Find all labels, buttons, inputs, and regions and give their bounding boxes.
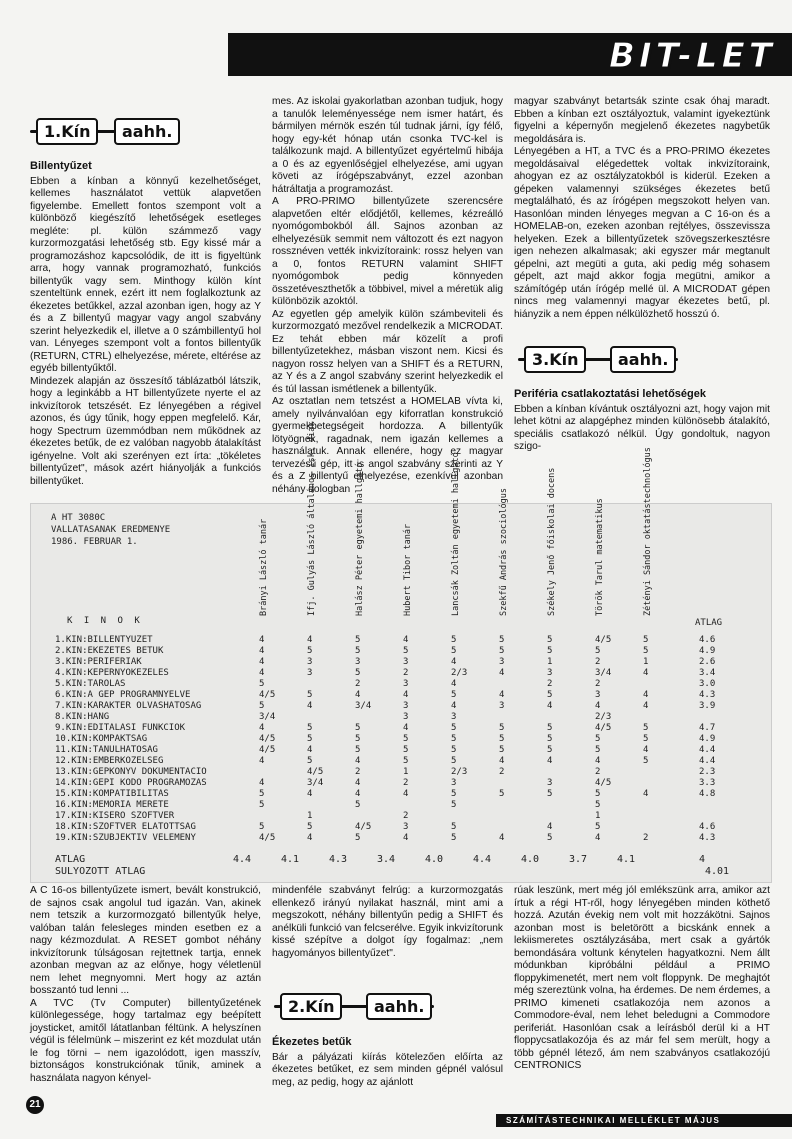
- row-label: 4.KIN:KEPERNYOKEZELES: [55, 668, 169, 678]
- score-cell: 5: [499, 646, 505, 656]
- score-cell: 4: [643, 668, 649, 678]
- score-cell: 4: [307, 701, 313, 711]
- score-cell: 3/4: [355, 701, 372, 711]
- score-cell: 4: [403, 833, 409, 843]
- score-cell: 5: [259, 701, 265, 711]
- score-cell: 4: [403, 789, 409, 799]
- column-3-section: [514, 388, 770, 454]
- score-cell: 5: [547, 690, 553, 700]
- judge-header: Török Tarul matematikus: [595, 498, 605, 616]
- score-cell: 4: [451, 701, 457, 711]
- score-cell: 5: [643, 723, 649, 733]
- score-cell: 5: [403, 745, 409, 755]
- score-cell: 4/5: [259, 833, 276, 843]
- average-cell: 4.3: [699, 833, 716, 843]
- score-cell: 5: [451, 745, 457, 755]
- score-cell: 3: [451, 778, 457, 788]
- score-cell: 4: [451, 657, 457, 667]
- score-cell: 3: [307, 668, 313, 678]
- atlag-value: 4.1: [617, 854, 636, 865]
- score-cell: 5: [499, 635, 505, 645]
- score-cell: 5: [451, 756, 457, 766]
- sulyozott-label: SULYOZOTT ATLAG: [55, 866, 146, 877]
- score-cell: 2/3: [451, 668, 468, 678]
- judge-header: Székely Jenő főiskolai docens: [547, 467, 557, 616]
- score-cell: 5: [595, 745, 601, 755]
- score-cell: 3: [403, 657, 409, 667]
- title-line: 1986. FEBRUAR 1.: [51, 537, 138, 547]
- score-cell: 3: [547, 668, 553, 678]
- judge-header: Lancsák Zoltán egyetemi hallgató: [451, 452, 461, 616]
- score-cell: 4: [259, 778, 265, 788]
- bottom-column-2: [272, 885, 503, 960]
- score-cell: 5: [259, 800, 265, 810]
- score-cell: 4: [643, 745, 649, 755]
- score-cell: 4: [547, 701, 553, 711]
- kin-3-number: 3.Kín: [524, 346, 586, 373]
- score-cell: 4/5: [259, 734, 276, 744]
- score-cell: 5: [403, 756, 409, 766]
- average-cell: 3.9: [699, 701, 716, 711]
- atlag-value: 4.3: [329, 854, 348, 865]
- score-cell: 4: [595, 701, 601, 711]
- row-label: 8.KIN:HANG: [55, 712, 110, 722]
- score-cell: 3: [355, 657, 361, 667]
- score-cell: 4/5: [259, 745, 276, 755]
- average-cell: 2.3: [699, 767, 716, 777]
- atlag-value: 3.4: [377, 854, 396, 865]
- body-text: magyar szabványt betartsák szinte csak óhaj maradt. Ebben a kínban ezt osztályoztuk, valamint igyekeztünk figyelni a képernyőn megjelenő ékezetes nagybetűk megoldására is. Lényegében a HT, a TVC és a PRO-PRIMO ékezetes megoldásaival elégedettek voltak inkvizítoraink, ahogyan ez az osztályzatokból is kiderül. Ezeken a gépeken valamennyi szükséges ékezetes betű megtalálható, és az írógépen megszokott helyen van. Hasonlóan minden lényeges megvan a C 16-on és a HOMELAB-on, ezeken azonban rejtélyes, összevissza helyeken. Ezek a billentyűzetek szövegszerkesztésre igen nehezen alkalmasak; aki egyszer már megtanult gépelni, azt megüti a guta, aki pedig még sohasem gépelt, azt majd akkor fogja megütni, amikor a számítógép után írógép mellé ül. A MICRODAT gépen nincs meg valamennyi magyar ékezetes betű, pl. hiányzik a nem éppen nélkülözhető hosszú ó.: [514, 96, 770, 320]
- atlag-value: 4.1: [281, 854, 300, 865]
- magazine-title: BIT-LET: [609, 36, 776, 76]
- score-cell: 4/5: [259, 690, 276, 700]
- row-label: 5.KIN:TAROLAS: [55, 679, 126, 689]
- average-cell: 4.4: [699, 756, 716, 766]
- average-cell: 3.4: [699, 668, 716, 678]
- score-cell: 4: [499, 756, 505, 766]
- judge-header: Halász Péter egyetemi hallgató: [355, 462, 365, 616]
- score-cell: 5: [451, 690, 457, 700]
- score-cell: 4: [451, 679, 457, 689]
- score-cell: 4: [307, 833, 313, 843]
- score-cell: 5: [643, 734, 649, 744]
- score-cell: 4: [307, 745, 313, 755]
- score-cell: 4: [307, 635, 313, 645]
- atlag-value: 4.4: [233, 854, 252, 865]
- average-cell: 4.9: [699, 646, 716, 656]
- score-cell: 5: [547, 635, 553, 645]
- row-label: 12.KIN:EMBERKOZELSEG: [55, 756, 164, 766]
- row-label: 14.KIN:GEPI KODO PROGRAMOZAS: [55, 778, 207, 788]
- judge-header: Ifj. Gulyás László általános isk. diák: [307, 421, 317, 616]
- body-text: Ebben a kínban kívántuk osztályozni azt, hogy vajon mit lehet kötni az alapgéphez minden különösebb átalakító, speciális csatlakozó nélkül. Úgy gondoltuk, nagyon szigo-: [514, 403, 770, 453]
- score-cell: 5: [355, 800, 361, 810]
- score-cell: 3: [499, 657, 505, 667]
- score-cell: 4: [643, 789, 649, 799]
- score-cell: 3/4: [595, 668, 612, 678]
- score-cell: 5: [355, 734, 361, 744]
- score-cell: 5: [595, 822, 601, 832]
- row-label: 15.KIN:KOMPATIBILITAS: [55, 789, 169, 799]
- kin-1-word: aahh.: [114, 118, 180, 145]
- score-cell: 5: [595, 734, 601, 744]
- score-cell: 2: [403, 668, 409, 678]
- score-cell: 5: [355, 668, 361, 678]
- score-cell: 4: [355, 789, 361, 799]
- score-cell: 2: [595, 767, 601, 777]
- score-cell: 4: [499, 833, 505, 843]
- score-cell: 5: [307, 756, 313, 766]
- score-cell: 3: [451, 712, 457, 722]
- score-cell: 5: [547, 734, 553, 744]
- average-cell: 2.6: [699, 657, 716, 667]
- score-cell: 5: [307, 734, 313, 744]
- score-cell: 4: [355, 690, 361, 700]
- score-cell: 4: [403, 690, 409, 700]
- score-cell: 5: [307, 822, 313, 832]
- score-cell: 4: [259, 646, 265, 656]
- score-cell: 5: [643, 635, 649, 645]
- kin-3-emblem: [518, 338, 668, 380]
- average-cell: 4.4: [699, 745, 716, 755]
- body-text: mes. Az iskolai gyakorlatban azonban tudjuk, hogy a tanulók leleményessége nem ismer határt, és bármilyen mérnök eszén túl tudnak járni, így félő, hogy egy-két hónap után csonka TVC-kel is találkozunk majd. A billentyűzet egyértelmű hibája a 0 és az egyenlőségjel elhelyezése, ami ugyan követi az írógépszabványt, ezzel azonban hátráltatja a programozást. A PRO-PRIMO billentyűzete szerencsére alapvetően eltér elődjétől, kellemes, kézreálló nyomógombokból áll. Sajnos azonban az elhelyezésük semmit nem változott és ezt nagyon rossznéven vették inkvizítoraink: rossz helyen van a 0, fontos RETURN valamint SHIFT nyomógombok pedig könnyeden összetéveszthetők a többivel, mivel a méretük alig különbözik azoktól. Az egyetlen gép amelyik külön számbeviteli és kurzormozgató mezővel rendelkezik a MICRODAT. Ez tehát ebben már közelít a profi billentyűzetekhez, másban viszont nem. Kicsi és nagyon rossz helyen van a SHIFT és a RETURN, az Y és a Z angol szabvány szerint helyezkedik el és túl lassan ismétlenek a billentyűk. Az osztatlan nem tetszést a HOMELAB vívta ki, amely nyilvánvalóan egy kiforratlan konstrukció gyermekbetegségeit hordozza. A billentyűk lötyögnek, ragadnak, nem igazán kellemes a használatuk. Annak ellenére, hogy ez magyar tervezésű gép, itt is angol szabvány szerinti az Y és a Z billentyű elhelyezése, ezenkívül azonban néhány dologban: [272, 96, 503, 495]
- body-text: Ebben a kínban a könnyű kezelhetőséget, kellemes használatot vettük alapvetően figyelembe. Emellett fontos szempont volt a különböző kiegészítő lehetőségek esetleges megléte: pl. külön számmező vagy kurzormozgatási lehetőség stb. Egy kissé már a programozáshoz kapcsolódik, de itt is figyeltünk arra, hogy vannak programozható, funkciós billentyűk vagy sem. Minthogy külön kínt szenteltünk ennek, ezért itt nem foglalkoztunk az ékezetes betűkkel, azzal azonban igen, hogy az Y és a Z billentyű magyar vagy angol szabvány szerint helyezkedik el, illetve a 0 számbillentyű hol van. Lényeges szempont volt a fontos billentyűk (RETURN, CTRL) elhelyezése, mérete, eltérése az egyéb billentyűktől. Mindezek alapján az összesítő táblázatból látszik, hogy a leginkább a HT billentyűzete nyerte el az inkvizítorok tetszését. Ez lényegében a régivel azonos, és úgy tűnik, hogy eppen megfelelő. Kár, hogy Spectrum üzemmódban nem működnek az ékezetes betűk, de ez valóban nagyobb átalakítást igényelne. Volt aki szerényen ezt írta: „tökéletes billentyűzet", mások azért hiányolják a funkciós billentyűket.: [30, 175, 261, 487]
- bottom-column-1: [30, 885, 261, 1085]
- score-cell: 5: [307, 690, 313, 700]
- row-label: 19.KIN:SZUBJEKTIV VELEMENY: [55, 833, 196, 843]
- atlag-value: 4.0: [521, 854, 540, 865]
- score-cell: 2/3: [595, 712, 612, 722]
- score-cell: 5: [451, 734, 457, 744]
- score-cell: 5: [403, 646, 409, 656]
- score-cell: 5: [355, 833, 361, 843]
- score-cell: 2: [355, 767, 361, 777]
- score-cell: 4: [547, 822, 553, 832]
- section-heading: Ékezetes betűk: [272, 1036, 352, 1048]
- average-cell: 4.8: [699, 789, 716, 799]
- score-cell: 5: [643, 646, 649, 656]
- score-cell: 1: [307, 811, 313, 821]
- score-cell: 4: [259, 657, 265, 667]
- score-cell: 1: [403, 767, 409, 777]
- average-cell: 4.6: [699, 635, 716, 645]
- score-cell: 2: [595, 679, 601, 689]
- kin-1-number: 1.Kín: [36, 118, 98, 145]
- score-cell: 2: [643, 833, 649, 843]
- section-heading: Billentyűzet: [30, 160, 92, 172]
- footer-banner: SZÁMÍTÁSTECHNIKAI MELLÉKLET MÁJUS: [496, 1114, 792, 1127]
- judge-header: Brányi László tanár: [259, 518, 269, 616]
- row-label: 11.KIN:TANULHATOSAG: [55, 745, 158, 755]
- score-cell: 1: [595, 811, 601, 821]
- atlag-value: 4.0: [425, 854, 444, 865]
- row-label: 1.KIN:BILLENTYUZET: [55, 635, 153, 645]
- atlag-value: 3.7: [569, 854, 588, 865]
- score-cell: 4: [259, 723, 265, 733]
- score-cell: 1: [643, 657, 649, 667]
- score-cell: 5: [259, 789, 265, 799]
- score-cell: 5: [547, 723, 553, 733]
- average-cell: 4.7: [699, 723, 716, 733]
- score-cell: 5: [355, 646, 361, 656]
- row-label: 3.KIN:PERIFERIAK: [55, 657, 142, 667]
- score-cell: 3/4: [307, 778, 324, 788]
- score-cell: 3: [547, 778, 553, 788]
- score-cell: 3: [307, 657, 313, 667]
- title-line: VALLATASANAK EREDMENYE: [51, 525, 171, 535]
- score-cell: 5: [451, 800, 457, 810]
- row-label: 7.KIN:KARAKTER OLVASHATOSAG: [55, 701, 202, 711]
- average-cell: 4.3: [699, 690, 716, 700]
- score-cell: 4: [259, 756, 265, 766]
- score-cell: 2: [595, 657, 601, 667]
- average-cell: 4.6: [699, 822, 716, 832]
- row-label: 2.KIN:EKEZETES BETUK: [55, 646, 164, 656]
- score-cell: 4/5: [595, 723, 612, 733]
- score-cell: 5: [451, 822, 457, 832]
- score-cell: 4: [403, 635, 409, 645]
- body-text: Bár a pályázati kiírás kötelezően előírta az ékezetes betűket, ez sem minden gépnél valósul meg, az pedig, hogy az ajánlott: [272, 1051, 503, 1088]
- score-cell: 5: [451, 833, 457, 843]
- score-cell: 4: [403, 723, 409, 733]
- score-cell: 5: [307, 723, 313, 733]
- kin-2-word: aahh.: [366, 993, 432, 1020]
- score-cell: 2: [355, 679, 361, 689]
- score-cell: 5: [355, 745, 361, 755]
- page-number: 21: [26, 1096, 44, 1114]
- row-label: 6.KIN:A GEP PROGRAMNYELVE: [55, 690, 191, 700]
- body-text: A C 16-os billentyűzete ismert, bevált konstrukció, de sajnos csak angolul tud igazán. Van, akinek nem tetszik a kurzormozgató billentyűk helye, valóban talán felesleges minden esetben ez a nagy kézmozdulat. A RESET gombot néhány inkvizítorunk túlságosan rejtettnek tartja, ennek azonban megvan az az előnye, hogy véletlenül nem lehet megnyomni. Mert hogy az aztán bosszantó tud lenni ... A TVC (Tv Computer) billentyűzetének különlegessége, hogy tartalmaz egy beépített joysticket, amitől látatlanban féltünk. A helyszínen végül is félelmünk – miszerint ez két mozdulat után le fog törni – nem igazolódott, igen masszív, biztonságos konstrukciónak tűnik, aminek a használata nagyon kényel-: [30, 885, 261, 1084]
- score-cell: 3/4: [259, 712, 276, 722]
- score-cell: 5: [259, 822, 265, 832]
- score-cell: 5: [547, 745, 553, 755]
- row-label: 10.KIN:KOMPAKTSAG: [55, 734, 148, 744]
- score-cell: 5: [259, 679, 265, 689]
- score-cell: 2: [499, 767, 505, 777]
- score-cell: 4/5: [307, 767, 324, 777]
- kin-1-emblem: [30, 110, 180, 152]
- score-cell: 5: [499, 723, 505, 733]
- kin-2-emblem: [274, 985, 424, 1027]
- score-cell: 3: [403, 822, 409, 832]
- judge-header: Zétényi Sándor oktatástechnológus: [643, 447, 653, 616]
- atlag-value: 4: [699, 854, 706, 865]
- score-cell: 3: [403, 679, 409, 689]
- score-cell: 5: [403, 734, 409, 744]
- score-cell: 4: [499, 668, 505, 678]
- score-cell: 5: [355, 635, 361, 645]
- score-cell: 4: [595, 833, 601, 843]
- score-cell: 4: [355, 756, 361, 766]
- score-cell: 4: [643, 701, 649, 711]
- average-cell: 3.3: [699, 778, 716, 788]
- score-cell: 4: [355, 778, 361, 788]
- score-cell: 3: [403, 701, 409, 711]
- score-cell: 4: [259, 668, 265, 678]
- judge-header: Hubert Tibor tanár: [403, 523, 413, 616]
- atlag-header: ATLAG: [695, 618, 723, 628]
- judge-header: Szekfű András szociológus: [499, 488, 509, 616]
- score-cell: 1: [547, 657, 553, 667]
- atlag-value: 4.4: [473, 854, 492, 865]
- kin-3-word: aahh.: [610, 346, 676, 373]
- score-cell: 5: [595, 789, 601, 799]
- score-cell: 5: [547, 646, 553, 656]
- average-cell: 4.9: [699, 734, 716, 744]
- score-cell: 2: [403, 778, 409, 788]
- score-cell: 4: [595, 756, 601, 766]
- title-line: A HT 3080C: [51, 513, 106, 523]
- average-cell: 3.0: [699, 679, 716, 689]
- score-cell: 4: [307, 789, 313, 799]
- row-label: 16.KIN:MEMORIA MERETE: [55, 800, 169, 810]
- score-cell: 5: [643, 756, 649, 766]
- score-cell: 4/5: [595, 778, 612, 788]
- score-cell: 5: [595, 646, 601, 656]
- kin-2-number: 2.Kín: [280, 993, 342, 1020]
- body-text: mindenféle szabványt felrúg: a kurzormozgatás ellenkező irányú nyilakat használ, mint ami a megszokott, néhány billentyűn pedig a SHIFT és anélküli funkció van felcserélve. Egyik inkvizítorunk kissé szépítve a dolgot így fogalmaz: „nem hagyományos billentyűzet".: [272, 885, 503, 959]
- bottom-column-2-section: [272, 1036, 503, 1089]
- table-row: [31, 832, 771, 844]
- bottom-column-3: [514, 885, 770, 1073]
- body-text: rúak leszünk, mert még jól emlékszünk arra, amikor azt írtuk a régi HT-ről, hogy lényegében minden köthető hozzá. Azután évekig nem volt mit hozzákötni. Sajnos azonban most is beletörött a bicskánk ennek a lekiismeretes osztályzásába, mert csak a gyártók bemondására voltunk kénytelen hagyatkozni. Nem állt módunkban kipróbálni például a PRIMO floppykimenetét, mert nem volt floppynk. De meghajtót még szereztünk volna, ha érdemes. De nem érdemes, a PRIMO kimeneti csatlakozója nem azonos a Commodore-éval, nem lehet beledugni a Commodore periferiát. Hasonlóan csak a leírásból derül ki a HT floppycsatlakozója és az már fel sem merült, hogy a több gépnél létező, ám nem szabványos csatlakozójú CENTRONICS: [514, 885, 770, 1071]
- column-1: [30, 160, 261, 488]
- score-cell: 4/5: [595, 635, 612, 645]
- score-cell: 5: [547, 789, 553, 799]
- score-cell: 5: [355, 723, 361, 733]
- row-label: 13.KIN:GEPKONYV DOKUMENTACIO: [55, 767, 207, 777]
- score-cell: 5: [499, 745, 505, 755]
- score-cell: 3: [403, 712, 409, 722]
- atlag-row: [31, 854, 771, 866]
- kinok-label: K I N O K: [67, 616, 143, 626]
- score-cell: 2: [547, 679, 553, 689]
- score-cell: 5: [451, 635, 457, 645]
- atlag-label: ATLAG: [55, 854, 86, 865]
- score-cell: 5: [307, 646, 313, 656]
- row-label: 17.KIN:KISERO SZOFTVER: [55, 811, 175, 821]
- section-heading: Periféria csatlakoztatási lehetőségek: [514, 388, 706, 400]
- sulyozott-value: 4.01: [705, 866, 730, 877]
- score-cell: 4: [259, 635, 265, 645]
- score-cell: 3: [499, 701, 505, 711]
- row-label: 18.KIN:SZOFTVER ELATOTTSAG: [55, 822, 196, 832]
- score-cell: 3: [595, 690, 601, 700]
- score-cell: 5: [451, 789, 457, 799]
- score-cell: 2/3: [451, 767, 468, 777]
- score-cell: 5: [451, 646, 457, 656]
- score-cell: 5: [547, 833, 553, 843]
- score-cell: 4: [547, 756, 553, 766]
- score-cell: 5: [595, 800, 601, 810]
- row-label: 9.KIN:EDITALASI FUNKCIOK: [55, 723, 186, 733]
- score-cell: 2: [403, 811, 409, 821]
- score-cell: 5: [451, 723, 457, 733]
- score-cell: 5: [499, 734, 505, 744]
- column-3: [514, 96, 770, 321]
- score-cell: 4/5: [355, 822, 372, 832]
- score-cell: 4: [499, 690, 505, 700]
- score-cell: 5: [499, 789, 505, 799]
- score-cell: 4: [643, 690, 649, 700]
